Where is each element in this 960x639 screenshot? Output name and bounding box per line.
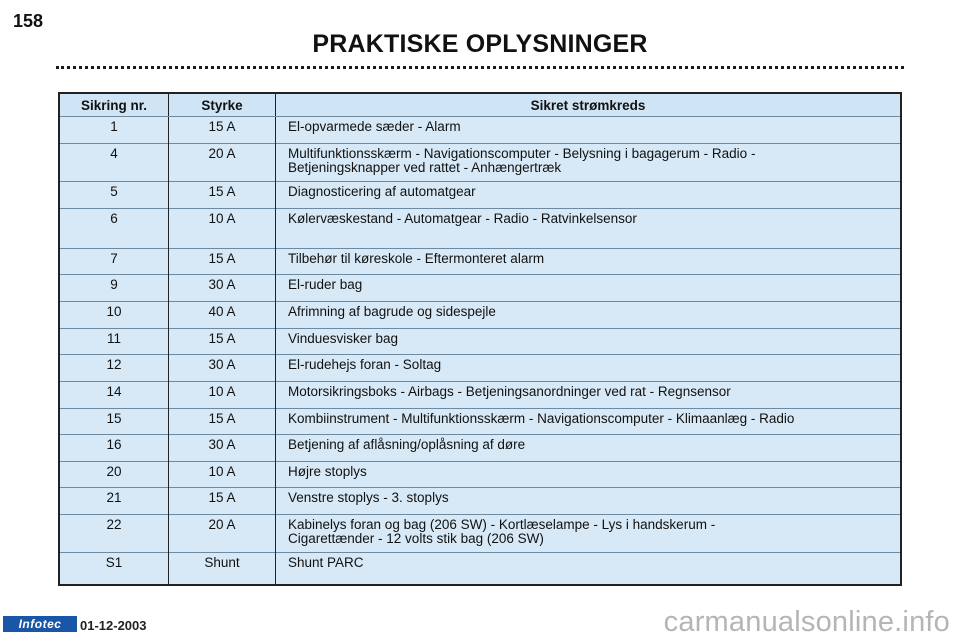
header-circuit: Sikret strømkreds [276,93,902,117]
fuse-number-cell: 7 [59,249,169,275]
fuse-number-cell: 1 [59,117,169,144]
fuse-rating-cell: 15 A [169,488,276,515]
circuit-cell [276,275,902,302]
fuse-rating-cell: 10 A [169,462,276,488]
circuit-line: Venstre stoplys - 3. stoplys [288,490,449,505]
table-row [59,409,901,435]
circuit-line: El-rudehejs foran - Soltag [288,357,442,372]
circuit-line: Betjening af aflåsning/oplåsning af døre [288,437,526,452]
fuse-number-cell: S1 [59,553,169,586]
fuse-number-cell: 9 [59,275,169,302]
table-row [59,382,901,409]
circuit-line: Betjeningsknapper ved rattet - Anhængertræk [288,160,562,175]
circuit-line: Kabinelys foran og bag (206 SW) - Kortlæselampe - Lys i handskerum - [288,517,716,532]
circuit-cell [276,435,902,462]
circuit-line: Kølervæskestand - Automatgear - Radio - Ratvinkelsensor [288,211,637,226]
fuse-number-cell: 5 [59,182,169,209]
fuse-rating-cell: 20 A [169,144,276,182]
fuse-rating-cell: 30 A [169,435,276,462]
circuit-cell [276,488,902,515]
circuit-cell [276,209,902,249]
page-title: PRAKTISKE OPLYSNINGER [312,30,648,58]
fuse-rating-cell: 15 A [169,182,276,209]
fuse-number-cell: 15 [59,409,169,435]
table-row [59,462,901,488]
fuse-number-cell: 22 [59,515,169,553]
circuit-line: Cigarettænder - 12 volts stik bag (206 SW) [288,531,544,546]
site-watermark: carmanualsonline.info [663,606,950,638]
circuit-line: Shunt PARC [288,555,364,570]
table-row [59,144,901,182]
fuse-number-cell: 6 [59,209,169,249]
fuse-number-cell: 20 [59,462,169,488]
fuse-number-cell: 21 [59,488,169,515]
fuse-rating-cell: 30 A [169,275,276,302]
circuit-cell [276,329,902,355]
table-row [59,302,901,329]
table-row [59,435,901,462]
fuse-rating-cell: 40 A [169,302,276,329]
table-row [59,553,901,586]
circuit-cell [276,302,902,329]
circuit-line: El-opvarmede sæder - Alarm [288,119,461,134]
circuit-cell [276,462,902,488]
infotec-logo: Infotec [3,616,77,632]
circuit-cell [276,144,902,182]
circuit-line: Motorsikringsboks - Airbags - Betjeningsanordninger ved rat - Regnsensor [288,384,731,399]
circuit-line: Kombiinstrument - Multifunktionsskærm - Navigationscomputer - Klimaanlæg - Radio [288,411,795,426]
fuse-rating-cell: 15 A [169,329,276,355]
circuit-cell [276,382,902,409]
circuit-cell [276,249,902,275]
table-row [59,515,901,553]
dotted-divider [56,66,904,69]
table-row [59,275,901,302]
circuit-cell [276,515,902,553]
header-rating: Styrke [169,93,276,117]
fuse-rating-cell: 10 A [169,382,276,409]
table-row [59,329,901,355]
fuse-table [58,92,902,586]
circuit-line: Afrimning af bagrude og sidespejle [288,304,496,319]
circuit-cell [276,182,902,209]
fuse-rating-cell: 10 A [169,209,276,249]
fuse-number-cell: 14 [59,382,169,409]
circuit-cell [276,409,902,435]
table-row [59,488,901,515]
page-number: 158 [13,11,44,31]
print-date: 01-12-2003 [80,618,147,633]
fuse-rating-cell: 15 A [169,249,276,275]
table-row [59,117,901,144]
fuse-number-cell: 4 [59,144,169,182]
table-header-row [59,93,901,117]
fuse-rating-cell: 15 A [169,117,276,144]
table-row [59,182,901,209]
circuit-cell [276,553,902,586]
fuse-rating-cell: Shunt [169,553,276,586]
fuse-number-cell: 10 [59,302,169,329]
circuit-line: Diagnosticering af automatgear [288,184,476,199]
circuit-line: Tilbehør til køreskole - Eftermonteret alarm [288,251,545,266]
header-fuse-number: Sikring nr. [59,93,169,117]
fuse-number-cell: 11 [59,329,169,355]
table-row [59,355,901,382]
fuse-number-cell: 12 [59,355,169,382]
circuit-line: Multifunktionsskærm - Navigationscomputer - Belysning i bagagerum - Radio - [288,146,756,161]
fuse-number-cell: 16 [59,435,169,462]
table-row [59,249,901,275]
circuit-line: El-ruder bag [288,277,363,292]
circuit-line: Højre stoplys [288,464,367,479]
fuse-rating-cell: 30 A [169,355,276,382]
fuse-rating-cell: 20 A [169,515,276,553]
table-row [59,209,901,249]
fuse-rating-cell: 15 A [169,409,276,435]
circuit-line: Vinduesvisker bag [288,331,399,346]
circuit-cell [276,355,902,382]
circuit-cell [276,117,902,144]
